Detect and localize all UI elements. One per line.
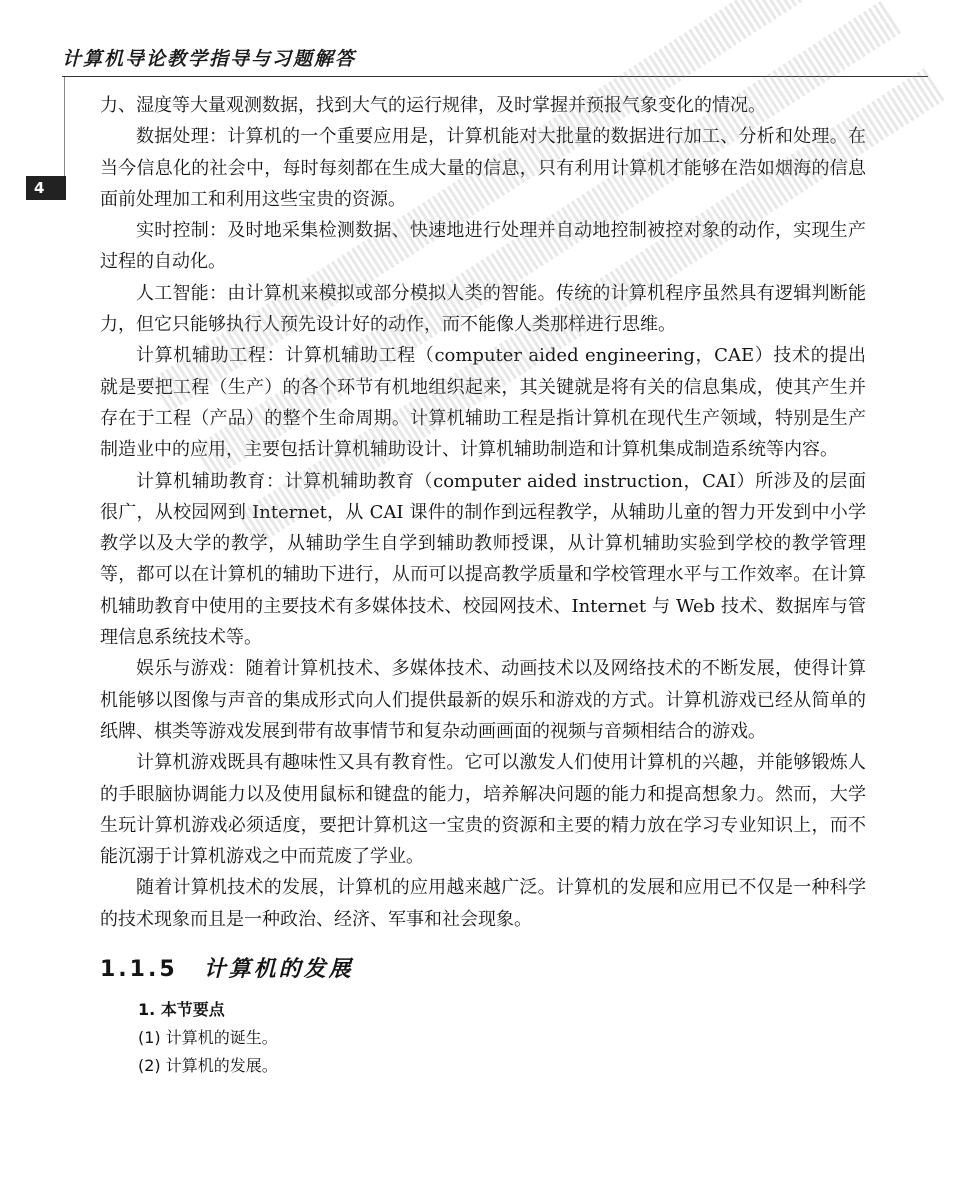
paragraph: 实时控制：及时地采集检测数据、快速地进行处理并自动地控制被控对象的动作，实现生产过程的自动化。 bbox=[100, 220, 866, 273]
body-text bbox=[100, 90, 866, 935]
section-key-points bbox=[138, 996, 278, 1080]
running-header-title: 计算机导论教学指导与习题解答 bbox=[62, 48, 357, 70]
paragraph: 计算机辅助教育：计算机辅助教育（computer aided instruction，CAI）所涉及的层面很广，从校园网到 Internet，从 CAI 课件的制作到远程教学，从辅助儿童的智力开发到中小学教学以及大学的教学，从辅助学生自学到辅助教师授课，从计算机辅助实验到学校的教学管理等，都可以在计算机的辅助下进行，从而可以提高教学质量和学校管理水平与工作效率。在计算机辅助教育中使用的主要技术有多媒体技术、校园网技术、Internet 与 Web 技术、数据库与管理信息系统技术等。 bbox=[100, 470, 866, 649]
paragraph: 数据处理：计算机的一个重要应用是，计算机能对大批量的数据进行加工、分析和处理。在当今信息化的社会中，每时每刻都在生成大量的信息，只有利用计算机才能够在浩如烟海的信息面前处理加工和利用这些宝贵的资源。 bbox=[100, 126, 866, 210]
paragraph: 计算机游戏既具有趣味性又具有教育性。它可以激发人们使用计算机的兴趣，并能够锻炼人的手眼脑协调能力以及使用鼠标和键盘的能力，培养解决问题的能力和提高想象力。然而，大学生玩计算机游戏必须适度，要把计算机这一宝贵的资源和主要的精力放在学习专业知识上，而不能沉溺于计算机游戏之中而荒废了学业。 bbox=[100, 752, 866, 868]
paragraph: 娱乐与游戏：随着计算机技术、多媒体技术、动画技术以及网络技术的不断发展，使得计算机能够以图像与声音的集成形式向人们提供最新的娱乐和游戏的方式。计算机游戏已经从简单的纸牌、棋类等游戏发展到带有故事情节和复杂动画画面的视频与音频相结合的游戏。 bbox=[100, 658, 866, 742]
list-item: (1) 计算机的诞生。 bbox=[138, 1028, 278, 1047]
section-heading bbox=[100, 952, 354, 983]
paragraph: 力、湿度等大量观测数据，找到大气的运行规律，及时掌握并预报气象变化的情况。 bbox=[100, 95, 766, 116]
list-item: (2) 计算机的发展。 bbox=[138, 1056, 278, 1075]
section-number: 1.1.5 bbox=[100, 957, 178, 982]
page-number-tab: 4 bbox=[26, 176, 66, 200]
subsection-title: 1. 本节要点 bbox=[138, 1000, 225, 1019]
paragraph: 计算机辅助工程：计算机辅助工程（computer aided engineering，CAE）技术的提出就是要把工程（生产）的各个环节有机地组织起来，其关键就是将有关的信息集成，使其产生并存在于工程（产品）的整个生命周期。计算机辅助工程是指计算机在现代生产领域，特别是生产制造业中的应用，主要包括计算机辅助设计、计算机辅助制造和计算机集成制造系统等内容。 bbox=[100, 345, 866, 461]
section-title: 计算机的发展 bbox=[203, 957, 354, 982]
header-rule bbox=[62, 76, 928, 77]
paragraph: 人工智能：由计算机来模拟或部分模拟人类的智能。传统的计算机程序虽然具有逻辑判断能力，但它只能够执行人预先设计好的动作，而不能像人类那样进行思维。 bbox=[100, 282, 866, 336]
paragraph: 随着计算机技术的发展，计算机的应用越来越广泛。计算机的发展和应用已不仅是一种科学的技术现象而且是一种政治、经济、军事和社会现象。 bbox=[100, 877, 866, 930]
margin-line bbox=[64, 77, 65, 177]
